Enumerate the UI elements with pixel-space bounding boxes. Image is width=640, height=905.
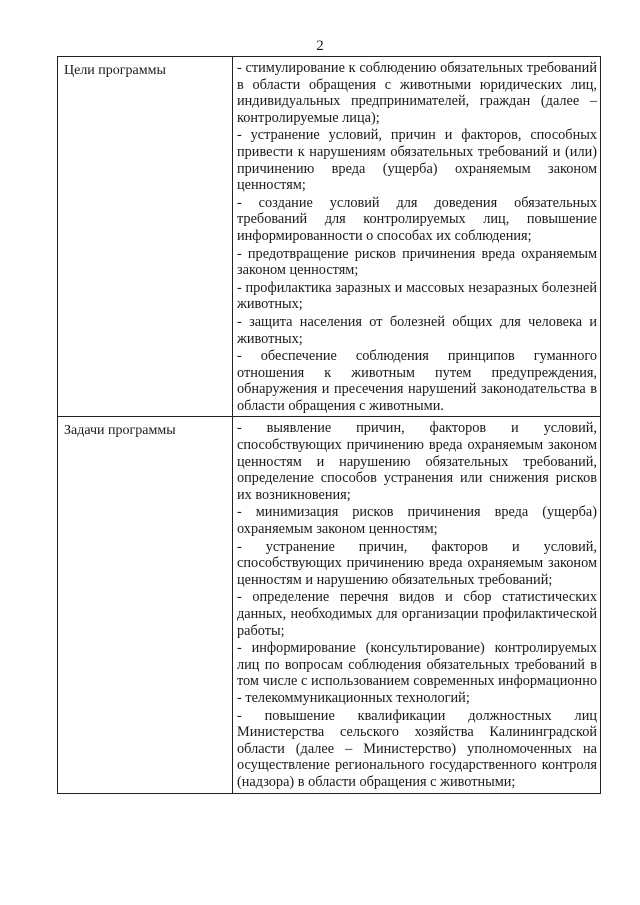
list-item: - определение перечня видов и сбор статистических данных, необходимых для организации профилактической работы; <box>237 589 597 639</box>
row-label-tasks: Задачи программы <box>58 417 233 793</box>
list-item: - устранение условий, причин и факторов, способных привести к нарушениям обязательных требований и (или) причинению вреда (ущерба) охраняемым законом ценностям; <box>237 127 597 194</box>
list-item: - создание условий для доведения обязательных требований для контролируемых лиц, повышение информированности о способах их соблюдения; <box>237 194 597 244</box>
list-item: - выявление причин, факторов и условий, способствующих причинению вреда охраняемым законом ценностям и нарушению обязательных требований, определение способов устранения или снижения рисков их возникновения; <box>237 420 597 503</box>
list-item: - минимизация рисков причинения вреда (ущерба) охраняемым законом ценностям; <box>237 504 597 538</box>
program-table <box>57 56 601 794</box>
row-content-goals <box>233 57 601 417</box>
list-item: - защита населения от болезней общих для человека и животных; <box>237 313 597 347</box>
list-item: - стимулирование к соблюдению обязательных требований в области обращения с животными юридических лиц, индивидуальных предпринимателей, граждан (далее – контролируемые лица); <box>237 60 597 126</box>
list-item: - повышение квалификации должностных лиц Министерства сельского хозяйства Калининградской области (далее – Министерство) уполномоченных на осуществление регионального государственного контроля (надзора) в области обращения с животными; <box>237 707 597 790</box>
list-item: - профилактика заразных и массовых незаразных болезней животных; <box>237 279 597 313</box>
list-item: - обеспечение соблюдения принципов гуманного отношения к животным путем предупреждения, обнаружения и пресечения нарушений законодательства в области обращения с животными. <box>237 348 597 414</box>
row-content-tasks <box>233 417 601 793</box>
row-label-goals: Цели программы <box>58 57 233 417</box>
list-item: - устранение причин, факторов и условий, способствующих причинению вреда охраняемым законом ценностям и нарушению обязательных требований; <box>237 538 597 588</box>
page-number: 2 <box>316 38 324 54</box>
list-item: - информирование (консультирование) контролируемых лиц по вопросам соблюдения обязательных требований в том числе с использованием современных информационно - телекоммуникационных технологий; <box>237 640 597 706</box>
list-item: - предотвращение рисков причинения вреда охраняемым законом ценностям; <box>237 245 597 279</box>
table-row-tasks <box>58 417 601 793</box>
table-row-goals <box>58 57 601 417</box>
